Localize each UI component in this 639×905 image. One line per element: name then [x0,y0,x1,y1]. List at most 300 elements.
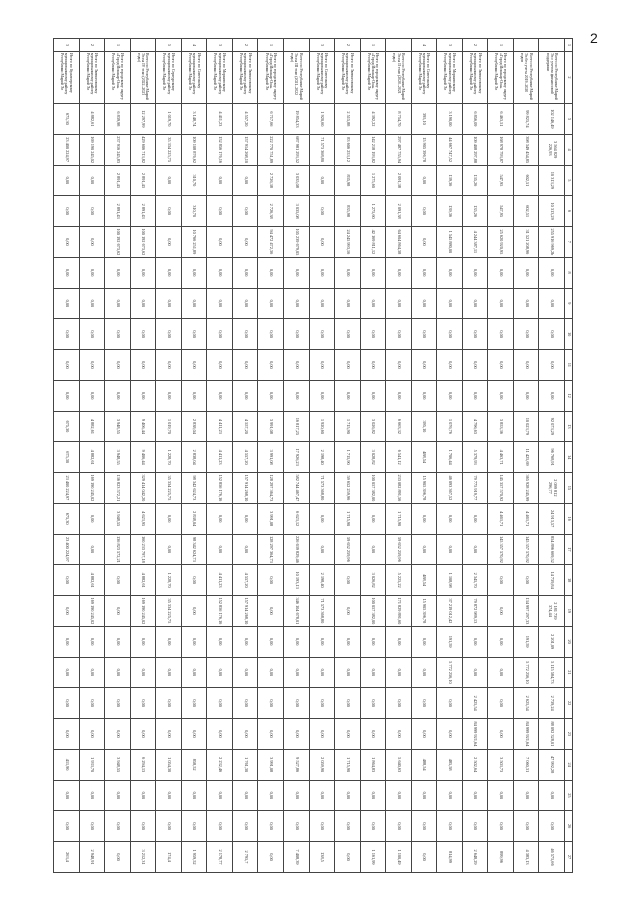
table-cell: 0,00 [360,257,386,288]
table-cell: 3 503,73 [488,749,514,780]
table-cell: 3 190,00 [437,104,463,135]
table-cell: 2 515,88 [335,104,361,135]
table-cell: 15 905 396,78 [411,134,437,165]
table-cell: 0,00 [79,319,105,350]
table-cell: 0,00 [462,657,488,688]
table-cell: 0,00 [335,350,361,381]
table-cell: 398 349 454,85 [513,134,539,165]
table-cell: 3 035,08 [283,196,309,227]
table-cell: 15 905 396,78 [411,473,437,504]
table-cell: 0,00 [181,319,207,350]
table-cell: 2 059,90 [309,749,335,780]
table-cell: 0,00 [181,780,207,811]
column-number: 16 [565,503,573,534]
table-cell: 899,96 [488,842,514,873]
table-cell: 25 620 920,95 [488,227,514,258]
table-cell: 0,00 [360,380,386,411]
table-cell: 0,00 [539,380,565,411]
table-cell: 0,00 [156,288,182,319]
table-cell: 9 406,44 [130,442,156,473]
row-name: Всего по Республике Марий Эл с учетом финансовой поддержки [539,52,565,104]
table-row [539,39,565,873]
table-row [207,39,233,873]
table-cell: 0,00 [360,688,386,719]
row-name: Всего по Республике Марий Эл на III этап (2021–2022 годы) [283,52,309,104]
table-cell: 0,00 [232,811,258,842]
table-cell: 6 541,12 [386,442,412,473]
row-index: 1 [105,39,131,52]
table-cell: 0,00 [437,319,463,350]
table-cell: 0,00 [411,842,437,873]
table-cell: 0,00 [79,227,105,258]
table-cell: 4 411,23 [207,411,233,442]
table-cell: 46 093 367,52 [437,473,463,504]
row-name: Всего по Республике Марий Эл без учета 2019–2020 годов [513,52,539,104]
table-cell: 0,00 [335,288,361,319]
table-row [156,39,182,873]
table-cell: 0,00 [462,626,488,657]
table-cell: 0,00 [207,811,233,842]
table-cell: 1 076,76 [437,411,463,442]
table-cell: 1 715,90 [386,503,412,534]
table-cell: 1 545 880,00 [437,227,463,258]
table-cell: 0,00 [488,657,514,688]
table-cell: 6 839,98 [105,104,131,135]
table-cell: 0,00 [79,780,105,811]
table-cell: 0,00 [54,288,80,319]
table-cell: 3 948,55 [105,749,131,780]
table-cell: 0,00 [232,319,258,350]
column-number: 15 [565,473,573,504]
table-cell: 139,36 [437,196,463,227]
table-cell: 5 115 584,73 [539,657,565,688]
table-cell: 0,00 [258,626,284,657]
table-cell: 64 604 864,38 [386,227,412,258]
row-name: Итого по Куженерскому муниципальному району Республики Марий Эл [54,52,80,104]
table-cell: 0,00 [156,626,182,657]
table-cell: 0,00 [54,319,80,350]
table-cell: 145 357 570,92 [513,534,539,565]
table-cell: 0,00 [437,288,463,319]
table-cell: 14 739,84 [539,565,565,596]
table-cell: 6 856,09 [462,104,488,135]
column-number: 27 [565,842,573,873]
table-cell: 17 926,23 [283,442,309,473]
row-name: Итого по Звениговскому муниципальному району Республики Марий Эл [462,52,488,104]
table-cell: 4 557,20 [232,411,258,442]
table-cell: 0,00 [360,719,386,750]
table-cell: 0,00 [437,503,463,534]
table-row [360,39,386,873]
table-cell: 0,00 [130,257,156,288]
table-cell: 0,00 [488,288,514,319]
table-cell: 0,00 [411,227,437,258]
table-cell: 4 882,61 [79,442,105,473]
row-name: Итого по Звениговскому муниципальному району Республики Марий Эл [79,52,105,104]
table-cell: 0,00 [54,227,80,258]
table-cell: 9 527,86 [283,749,309,780]
table-cell: 547,95 [488,165,514,196]
column-number: 14 [565,442,573,473]
table-cell: 4 383,13 [513,842,539,873]
table-cell: 0,00 [411,319,437,350]
table-cell: 84 999 921,64 [513,719,539,750]
table-cell: 0,00 [335,596,361,627]
table-row [105,39,131,873]
table-cell: 0,00 [462,380,488,411]
table-cell: 0,00 [283,350,309,381]
table-cell: 1 019,70 [156,411,182,442]
table-cell: 157 914 268,10 [232,473,258,504]
table-cell: 0,00 [181,288,207,319]
table-cell: 0,00 [335,719,361,750]
table-cell: 5 379,93 [462,442,488,473]
table-cell: 0,00 [309,780,335,811]
table-cell: 4 463,71 [488,442,514,473]
row-index: 3 [437,39,463,52]
table-cell: 0,00 [79,534,105,565]
table-cell: 0,00 [54,688,80,719]
column-number: 5 [565,165,573,196]
table-cell: 1 920,60 [309,104,335,135]
table-cell: 4 411,23 [207,442,233,473]
table-cell: 0,00 [79,196,105,227]
row-index: 3 [309,39,335,52]
table-cell: 0,00 [513,380,539,411]
table-cell: 0,00 [258,596,284,627]
table-cell: 0,00 [513,288,539,319]
table-cell: 0,00 [335,380,361,411]
row-index: 4 [181,39,207,52]
table-cell: 0,00 [232,288,258,319]
table-cell: 0,00 [309,657,335,688]
table-cell: 0,00 [258,719,284,750]
column-number: 23 [565,719,573,750]
table-cell: 0,00 [309,719,335,750]
table-cell: 169 190 245,02 [79,473,105,504]
table-cell: 128 297 364,73 [258,473,284,504]
table-cell: 0,00 [181,350,207,381]
table-cell: 0,00 [79,380,105,411]
table-cell: 0,00 [437,719,463,750]
table-cell: 675,30 [54,503,80,534]
table-cell: 174,4 [156,842,182,873]
table-cell: 5 772 256,10 [437,657,463,688]
table-cell: 4 463,71 [513,503,539,534]
table-cell: 6 463,51 [488,104,514,135]
table-cell: 0,00 [156,350,182,381]
table-cell: 0,00 [105,319,131,350]
row-name: Итого по Моркинскому муниципальному району Республики Марий Эл [207,52,233,104]
table-cell: 602,51 [513,196,539,227]
table-cell: 102 146,49 [539,104,565,135]
column-number: 26 [565,811,573,842]
table-cell: 4 392,22 [360,104,386,135]
table-cell: 0,00 [488,596,514,627]
data-table [53,38,573,873]
table-cell: 2 838,04 [181,503,207,534]
table-cell: 0,00 [309,626,335,657]
table-cell: 0,00 [411,503,437,534]
table-cell: 3 026,82 [360,565,386,596]
table-cell: 0,00 [130,811,156,842]
table-cell: 0,00 [258,288,284,319]
table-cell: 4 557,20 [232,565,258,596]
row-index [283,39,309,52]
table-row [411,39,437,873]
table-cell: 5 225,22 [386,565,412,596]
table-cell: 0,00 [156,534,182,565]
table-cell: 226 639 829,46 [283,534,309,565]
table-cell: 24 245 993,16 [335,227,361,258]
table-cell: 411,90 [54,749,80,780]
table-cell: 2 201,09 [539,626,565,657]
table-cell: 2 198,40 [309,442,335,473]
table-cell: 1 161,99 [360,842,386,873]
table-cell: 1 715,90 [335,411,361,442]
table-cell: 2 345,70 [462,565,488,596]
table-cell: 3 948,55 [105,442,131,473]
table-cell: 0,00 [105,719,131,750]
table-cell: 0,00 [232,165,258,196]
row-name: Всего по Республике Марий Эл на II этап (2020–2021 годы) [386,52,412,104]
table-cell: 138,5 [309,842,335,873]
row-index: 2 [79,39,105,52]
table-cell: 0,00 [335,688,361,719]
column-number: 21 [565,657,573,688]
table-cell: 6 663,32 [386,411,412,442]
table-cell: 135,26 [462,196,488,227]
table-cell: 6 294,13 [130,749,156,780]
table-cell: 0,00 [207,288,233,319]
table-cell: 675,30 [54,411,80,442]
row-index: 3 [207,39,233,52]
table-cell: 7 060,31 [513,749,539,780]
table-cell: 2 838,04 [181,411,207,442]
table-cell: 0,00 [105,257,131,288]
table-cell: 0,00 [54,626,80,657]
table-cell: 0,00 [360,534,386,565]
table-cell: 0,00 [309,288,335,319]
table-cell: 4 623,95 [130,503,156,534]
table-cell: 3 991,08 [258,442,284,473]
table-cell: 59 652 259,96 [386,534,412,565]
table-cell: 0,00 [130,657,156,688]
table-cell: 152 856 176,16 [207,473,233,504]
column-number: 12 [565,380,573,411]
table-cell: 0,00 [54,350,80,381]
table-cell: 0,00 [79,503,105,534]
table-cell: 3 991,08 [258,503,284,534]
table-cell: 0,00 [105,596,131,627]
table-cell: 0,00 [386,350,412,381]
table-cell: 142 218 193,82 [360,134,386,165]
table-cell: 100 192 673,62 [105,227,131,258]
table-cell: 152 856 176,16 [207,134,233,165]
table-cell: 98 342 624,73 [181,473,207,504]
table-cell: 0,00 [437,534,463,565]
table-row [181,39,207,873]
table-cell: 4 463,71 [488,503,514,534]
column-number: 9 [565,288,573,319]
table-row [79,39,105,873]
table-cell: 0,00 [156,780,182,811]
table-cell: 0,00 [258,319,284,350]
table-cell: 16 817,25 [283,411,309,442]
table-cell: 1 100,49 [386,842,412,873]
table-cell: 5 640,63 [386,749,412,780]
table-cell: 854 896 669,52 [539,534,565,565]
table-cell: 0,00 [335,565,361,596]
table-cell: 2 948,91 [79,842,105,873]
table-cell: 0,00 [488,626,514,657]
table-cell: 96 768,91 [539,442,565,473]
table-cell: 0,00 [539,350,565,381]
table-cell: 169 190 245,02 [79,134,105,165]
table-cell: 84 999 921,64 [462,719,488,750]
table-cell: 0,00 [335,626,361,657]
table-cell: 0,00 [54,257,80,288]
row-index: 3 [54,39,80,52]
column-number: 11 [565,350,573,381]
table-cell: 0,00 [437,380,463,411]
table-cell: 1 706,44 [437,442,463,473]
table-cell: 94 472 472,36 [258,227,284,258]
table-cell: 0,00 [309,380,335,411]
table-cell: 0,00 [283,688,309,719]
table-cell: 135,26 [462,165,488,196]
table-cell: 0,00 [54,196,80,227]
table-cell: 263,4 [54,842,80,873]
table-cell: 0,00 [130,719,156,750]
table-cell: 3 991,08 [258,749,284,780]
table-cell: 0,00 [130,288,156,319]
table-cell: 2 502,64 [462,749,488,780]
table-cell: 297 487 755,94 [386,134,412,165]
table-cell: 23 400 224,97 [54,134,80,165]
table-cell: 0,00 [488,257,514,288]
table-cell: 8 754,70 [386,104,412,135]
table-cell: 0,00 [283,380,309,411]
table-cell: 1 761,30 [232,749,258,780]
table-cell: 0,00 [156,657,182,688]
column-number: 4 [565,134,573,165]
table-cell: 0,00 [207,350,233,381]
table-cell: 0,00 [181,657,207,688]
table-cell: 687 981 293,52 [283,134,309,165]
table-cell: 3 991,08 [258,411,284,442]
table-row [232,39,258,873]
table-cell: 0,00 [386,780,412,811]
table-cell: 0,00 [488,688,514,719]
table-cell: 0,00 [232,503,258,534]
table-cell: 157 914 268,10 [232,134,258,165]
table-cell: 814,99 [437,842,463,873]
column-number: 13 [565,411,573,442]
table-cell: 0,00 [283,811,309,842]
table-cell: 0,00 [437,780,463,811]
table-cell: 0,00 [335,780,361,811]
table-cell: 0,00 [462,780,488,811]
table-cell: 0,00 [386,257,412,288]
table-cell: 109 108 876,62 [181,134,207,165]
table-cell: 0,00 [156,719,182,750]
table-cell: 0,00 [488,565,514,596]
table-cell: 0,00 [156,811,182,842]
table-cell: 10 193,13 [283,565,309,596]
table-cell: 4 411,23 [207,104,233,135]
table-cell: 136 823 572,21 [105,534,131,565]
table-cell: 0,00 [462,319,488,350]
table-cell: 3 026,82 [360,411,386,442]
table-row [130,39,156,873]
row-name: Всего по Республике Марий Эл на IV этап (2022–2023 годы) [130,52,156,104]
table-cell: 3 853,36 [488,411,514,442]
table-cell: 835,98 [335,165,361,196]
table-cell: 145 357 570,92 [488,534,514,565]
table-cell: 310,70 [181,165,207,196]
column-number: 6 [565,196,573,227]
table-cell: 835,98 [335,196,361,227]
table-cell: 0,00 [181,565,207,596]
table-cell: 0,00 [360,780,386,811]
table-cell: 0,00 [488,350,514,381]
table-cell: 2 739,24 [539,688,565,719]
table-cell: 0,00 [54,719,80,750]
table-cell: 47 992,28 [539,749,565,780]
table-cell: 71 573 368,80 [309,473,335,504]
table-cell: 0,00 [105,350,131,381]
table-cell: 0,00 [386,688,412,719]
table-cell: 35 334 225,75 [156,473,182,504]
table-cell: 168 978 793,87 [488,134,514,165]
row-name: Итого по Моркинскому муниципальному району Республики Марий Эл [437,52,463,104]
table-cell: 0,00 [54,657,80,688]
table-cell: 0,00 [130,350,156,381]
table-row [437,39,463,873]
table-cell: 233 082 891,56 [386,473,412,504]
table-cell: 582 744 467,47 [283,473,309,504]
table-cell: 0,00 [79,288,105,319]
table-cell: 1 228,70 [156,442,182,473]
table-cell: 0,00 [411,534,437,565]
table-cell: 0,00 [79,626,105,657]
table-row [386,39,412,873]
table-cell: 0,00 [386,657,412,688]
table-cell: 2 891,43 [105,196,131,227]
table-cell: 0,00 [386,288,412,319]
table-cell: 0,00 [105,380,131,411]
table-cell: 10 023,79 [513,411,539,442]
table-cell: 0,00 [539,288,565,319]
table-cell: 0,00 [54,811,80,842]
table-cell: 237 916 245,83 [105,134,131,165]
table-cell: 0,00 [513,565,539,596]
row-name: Итого по городскому округу «Город Йошкар-Ола» Республики Марий Эл [258,52,284,104]
table-cell: 0,00 [207,165,233,196]
table-cell: 169 190 245,02 [130,596,156,627]
table-cell: 169 190 245,02 [79,596,105,627]
table-cell: 0,00 [309,688,335,719]
table-cell: 0,00 [79,165,105,196]
table-cell: 0,00 [386,319,412,350]
table-cell: 0,00 [283,719,309,750]
table-cell: 35 334 225,75 [156,596,182,627]
row-name: Итого по городскому округу «Город Йошкар-Ола» Республики Марий Эл [360,52,386,104]
table-cell: 2 648,29 [462,842,488,873]
table-cell: 10 313,29 [539,196,565,227]
column-number: 7 [565,227,573,258]
